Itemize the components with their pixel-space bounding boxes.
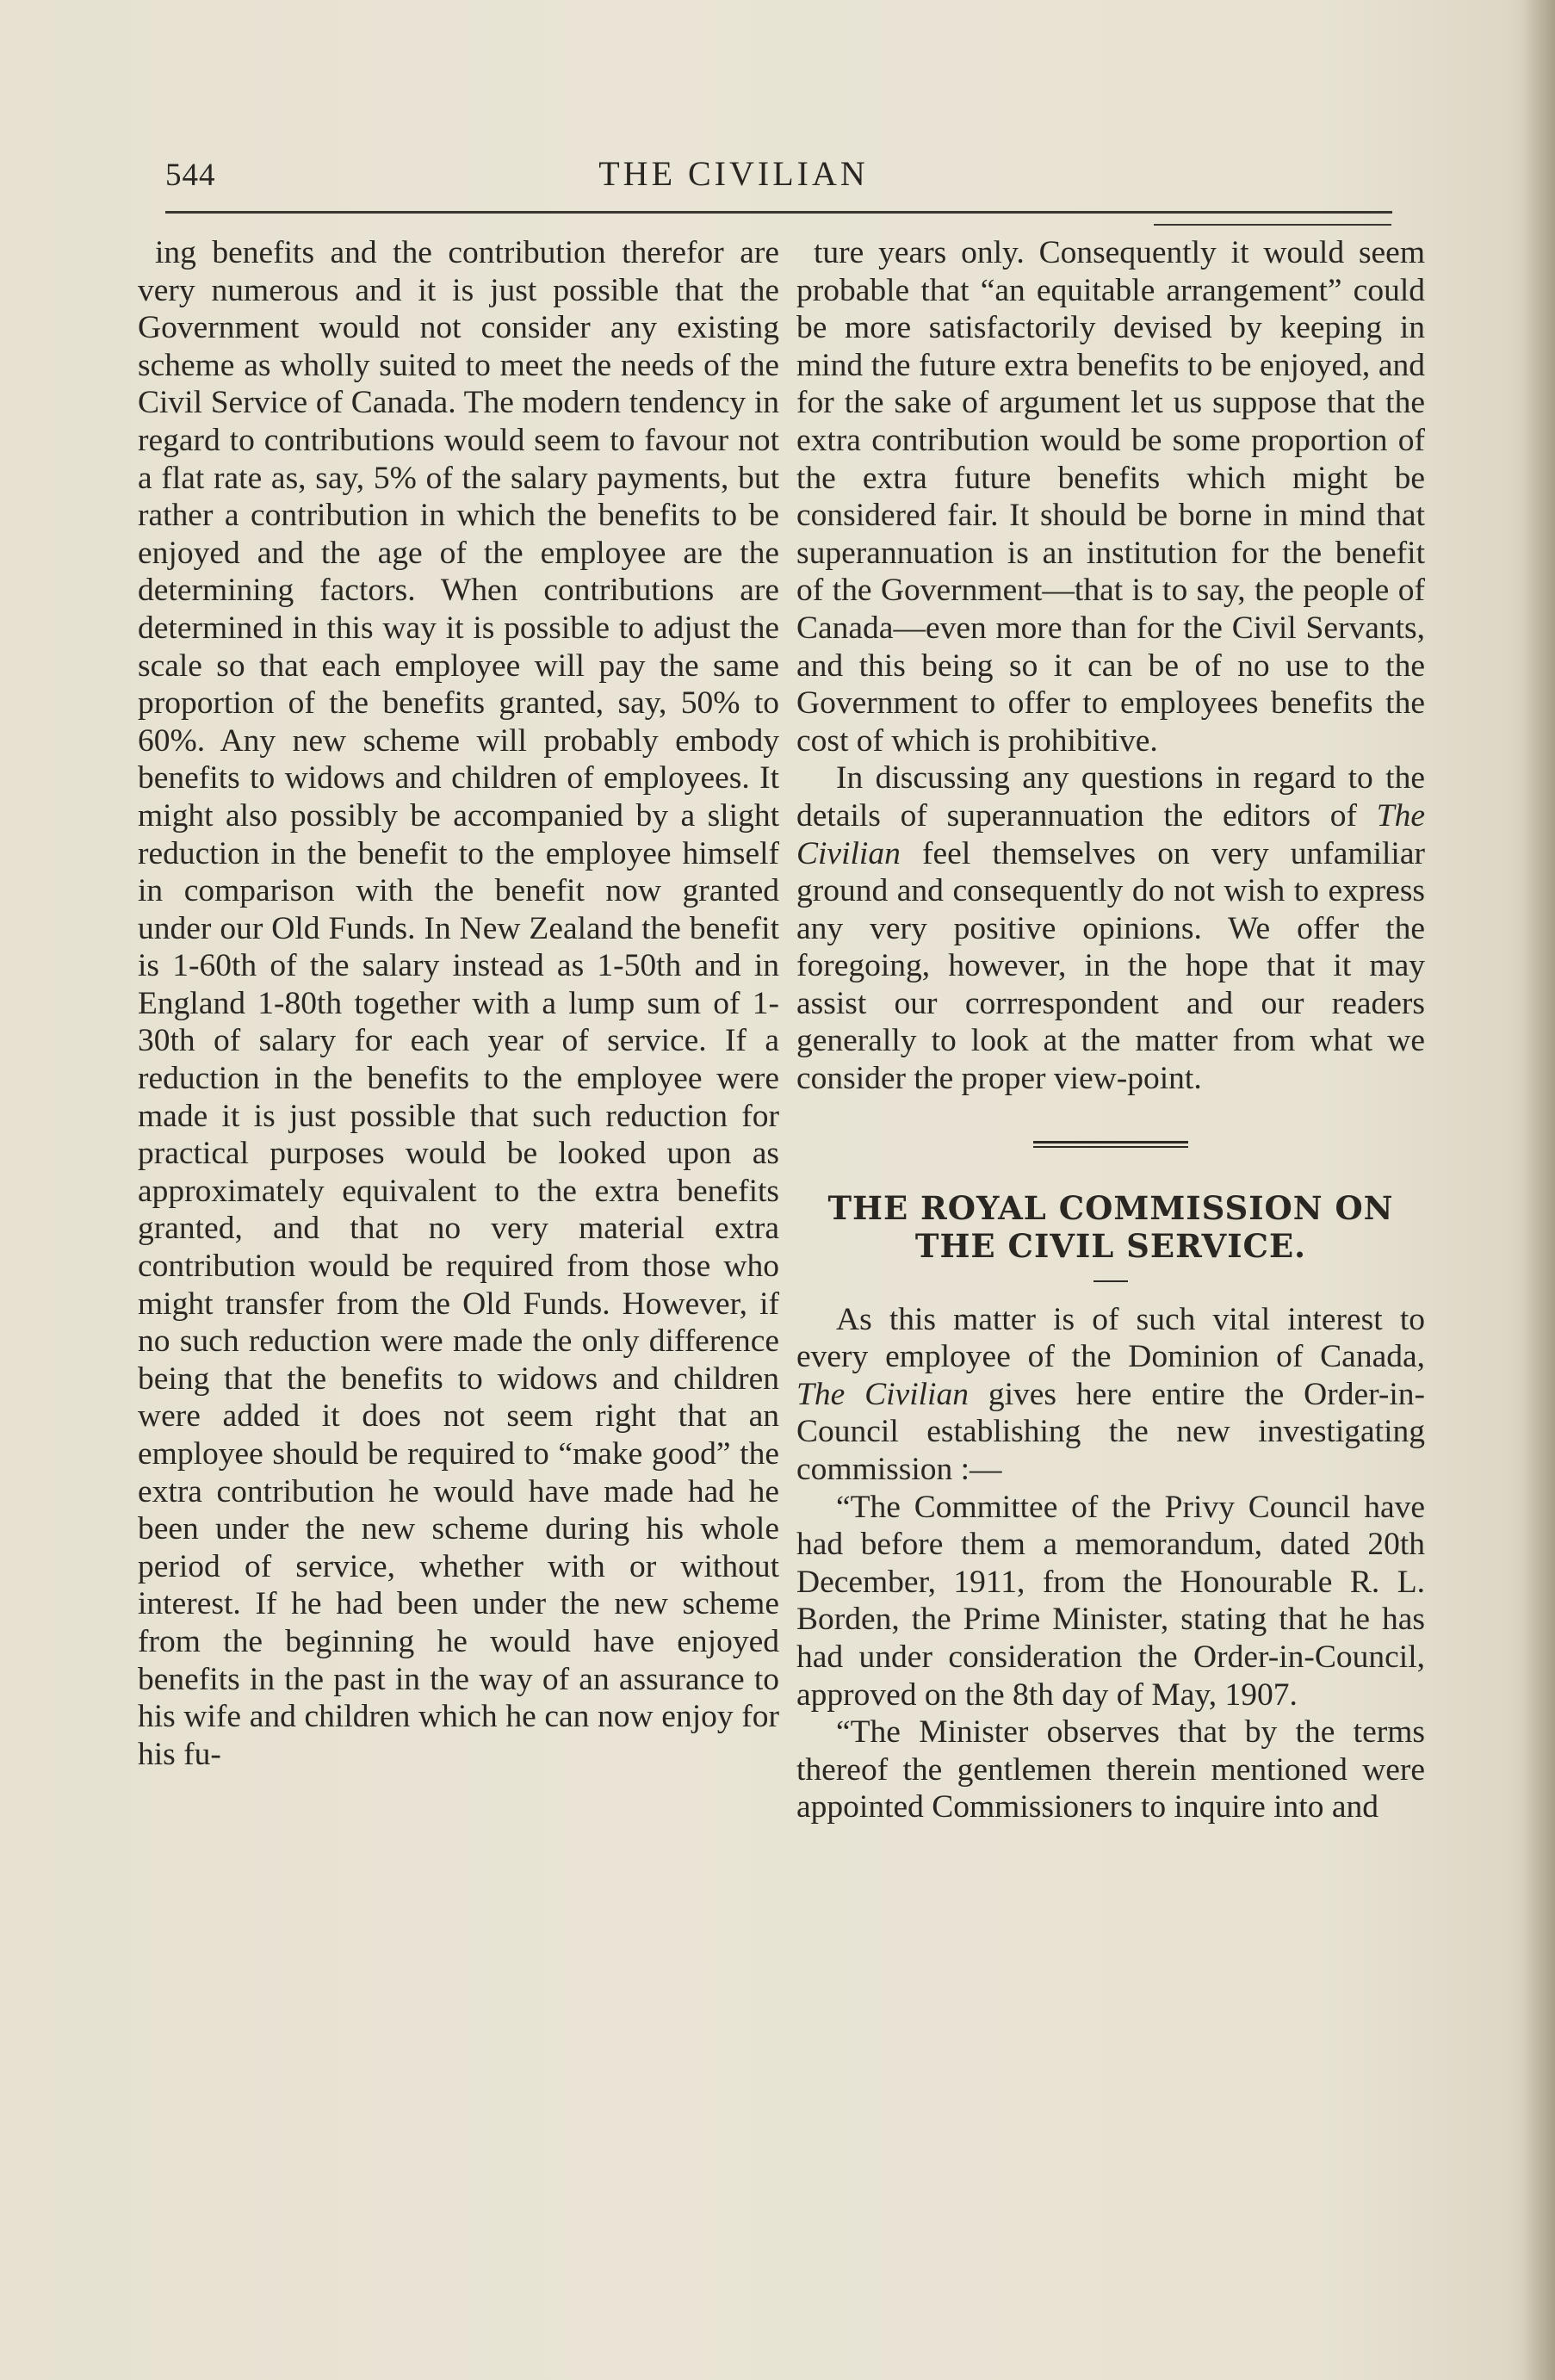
- section-heading-line-2: THE CIVIL SERVICE.: [914, 1226, 1307, 1265]
- left-paragraph-1: ing benefits and the contribution therefor are very numerous and it is just possible that the Government would not consider any existing scheme as wholly suited to meet the needs of the Civil Service of Canada. The modern tendency in regard to contributions would seem to favour not a flat rate as, say, 5% of the salary payments, but rather a contribution in which the benefits to be enjoyed and the age of the employee are the determining factors. When contributions are determined in this way it is possible to adjust the scale so that each employee will pay the same proportion of the benefits granted, say, 50% to 60%. Any new scheme will probably embody benefits to widows and children of employees. It might also possibly be accompanied by a slight reduction in the benefit to the employee himself in comparison with the benefit now granted under our Old Funds. In New Zealand the benefit is 1-60th of the salary instead as 1-50th and in England 1-80th together with a lump sum of 1-30th of salary for each year of service. If a reduction in the benefits to the employee were made it is just possible that such reduction for practical purposes would be looked upon as approximately equivalent to the extra benefits granted, and that no very material extra contribution would be required from those who might transfer from the Old Funds. However, if no such reduction were made the only difference being that the benefits to widows and children were added it does not seem right that an employee should be required to “make good” the extra contribution he would have made had he been under the new scheme during his whole period of service, whether with or without interest. If he had been under the new scheme from the beginning he would have enjoyed benefits in the past in the way of an assurance to his wife and children which he can now enjoy for his fu-: [138, 235, 779, 1772]
- left-column: [138, 234, 779, 1773]
- right-paragraph-4: “The Committee of the Privy Council have had before them a memorandum, dated 20th December, 1911, from the Honourable R. L. Borden, the Prime Minister, stating that he has had under consideration the Order-in-Council, approved on the 8th day of May, 1907.: [796, 1489, 1425, 1713]
- p2-text-before: In discussing any questions in regard to the details of superannuation the editors of: [796, 760, 1425, 834]
- right-paragraph-1: ture years only. Consequently it would seem probable that “an equitable arrangement” could be more satisfactorily devised by keeping in mind the future extra benefits to be enjoyed, and for the sake of argument let us suppose that the extra contribution would be some proportion of the extra future benefits which might be considered fair. It should be borne in mind that superannuation is an institution for the benefit of the Government—that is to say, the people of Canada—even more than for the Civil Servants, and this being so it can be of no use to the Government to offer to employees benefits the cost of which is prohibitive.: [796, 235, 1425, 759]
- p3-text-before: As this matter is of such vital interest to every employee of the Dominion of Canada,: [796, 1301, 1425, 1375]
- section-heading: [796, 1189, 1425, 1265]
- header-rule-secondary: [1154, 224, 1391, 226]
- right-paragraph-3: [796, 1301, 1425, 1489]
- journal-title: THE CIVILIAN: [598, 154, 869, 193]
- page-header: [165, 153, 1388, 205]
- book-binding-edge: [1522, 0, 1555, 2380]
- heading-underline: [1093, 1280, 1128, 1282]
- page-number: 544: [165, 158, 216, 193]
- p3-journal-name: The Civilian: [796, 1376, 969, 1412]
- section-heading-line-1: THE ROYAL COMMISSION ON: [827, 1188, 1394, 1227]
- right-column: [796, 234, 1425, 1826]
- section-divider: [1033, 1141, 1188, 1148]
- header-rule: [165, 211, 1392, 214]
- p2-journal-name: The Civilian: [796, 797, 1425, 871]
- right-paragraph-2: [796, 759, 1425, 1097]
- p2-text-after: feel themselves on very unfamiliar ground and consequently do not wish to express any very positive opinions. We offer the foregoing, however, in the hope that it may assist our corrrespondent and our readers generally to look at the matter from what we consider the proper view-point.: [796, 835, 1425, 1097]
- p3-text-after: gives here entire the Order-in-Council establishing the new investigating commission :—: [796, 1376, 1425, 1488]
- right-paragraph-5: “The Minister observes that by the terms thereof the gentlemen therein mentioned were appointed Commissioners to inquire into and: [796, 1714, 1425, 1825]
